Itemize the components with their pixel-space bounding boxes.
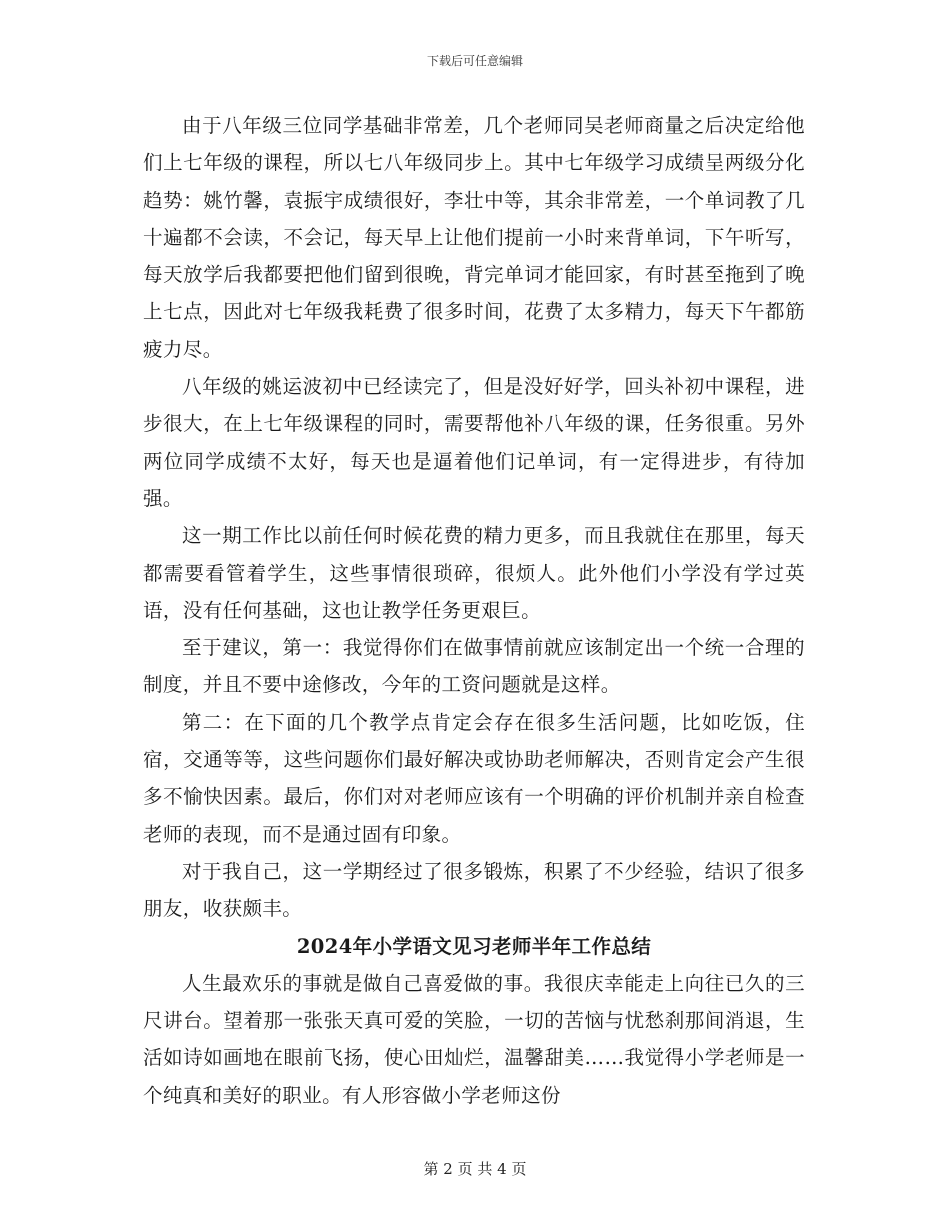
paragraph: 至于建议，第一：我觉得你们在做事情前就应该制定出一个统一合理的制度，并且不要中途修改，今年的工资问题就是这样。 bbox=[143, 636, 805, 697]
paragraph: 八年级的姚运波初中已经读完了，但是没好好学，回头补初中课程，进步很大，在上七年级课程的同时，需要帮他补八年级的课，任务很重。另外两位同学成绩不太好，每天也是逼着他们记单词，有一定得进步，有待加强。 bbox=[143, 375, 805, 510]
paragraph: 这一期工作比以前任何时候花费的精力更多，而且我就住在那里，每天都需要看管着学生，这些事情很琐碎，很烦人。此外他们小学没有学过英语，没有任何基础，这也让教学任务更艰巨。 bbox=[143, 524, 805, 622]
page-header: 下载后可任意编辑 bbox=[426, 54, 523, 68]
document-body bbox=[143, 107, 805, 1114]
paragraph: 对于我自己，这一学期经过了很多锻炼，积累了不少经验，结识了很多朋友，收获颇丰。 bbox=[143, 859, 805, 921]
page-footer: 第 2 页 共 4 页 bbox=[423, 1160, 527, 1178]
section-title: 2024年小学语文见习老师半年工作总结 bbox=[296, 934, 652, 958]
paragraph: 人生最欢乐的事就是做自己喜爱做的事。我很庆幸能走上向往已久的三尺讲台。望着那一张张天真可爱的笑脸，一切的苦恼与忧愁刹那间消退，生活如诗如画地在眼前飞扬，使心田灿烂，温馨甜美……我觉得小学老师是一个纯真和美好的职业。有人形容做小学老师这份 bbox=[143, 971, 805, 1107]
paragraph: 由于八年级三位同学基础非常差，几个老师同吴老师商量之后决定给他们上七年级的课程，所以七八年级同步上。其中七年级学习成绩呈两级分化趋势：姚竹馨，袁振宇成绩很好，李壮中等，其余非常差，一个单词教了几十遍都不会读，不会记，每天早上让他们提前一小时来背单词，下午听写，每天放学后我都要把他们留到很晚，背完单词才能回家，有时甚至拖到了晚上七点，因此对七年级我耗费了很多时间，花费了太多精力，每天下午都筋疲力尽。 bbox=[143, 114, 805, 361]
paragraph: 第二：在下面的几个教学点肯定会存在很多生活问题，比如吃饭，住宿，交通等等，这些问题你们最好解决或协助老师解决，否则肯定会产生很多不愉快因素。最后，你们对对老师应该有一个明确的评价机制并亲自检查老师的表现，而不是通过固有印象。 bbox=[143, 710, 805, 846]
